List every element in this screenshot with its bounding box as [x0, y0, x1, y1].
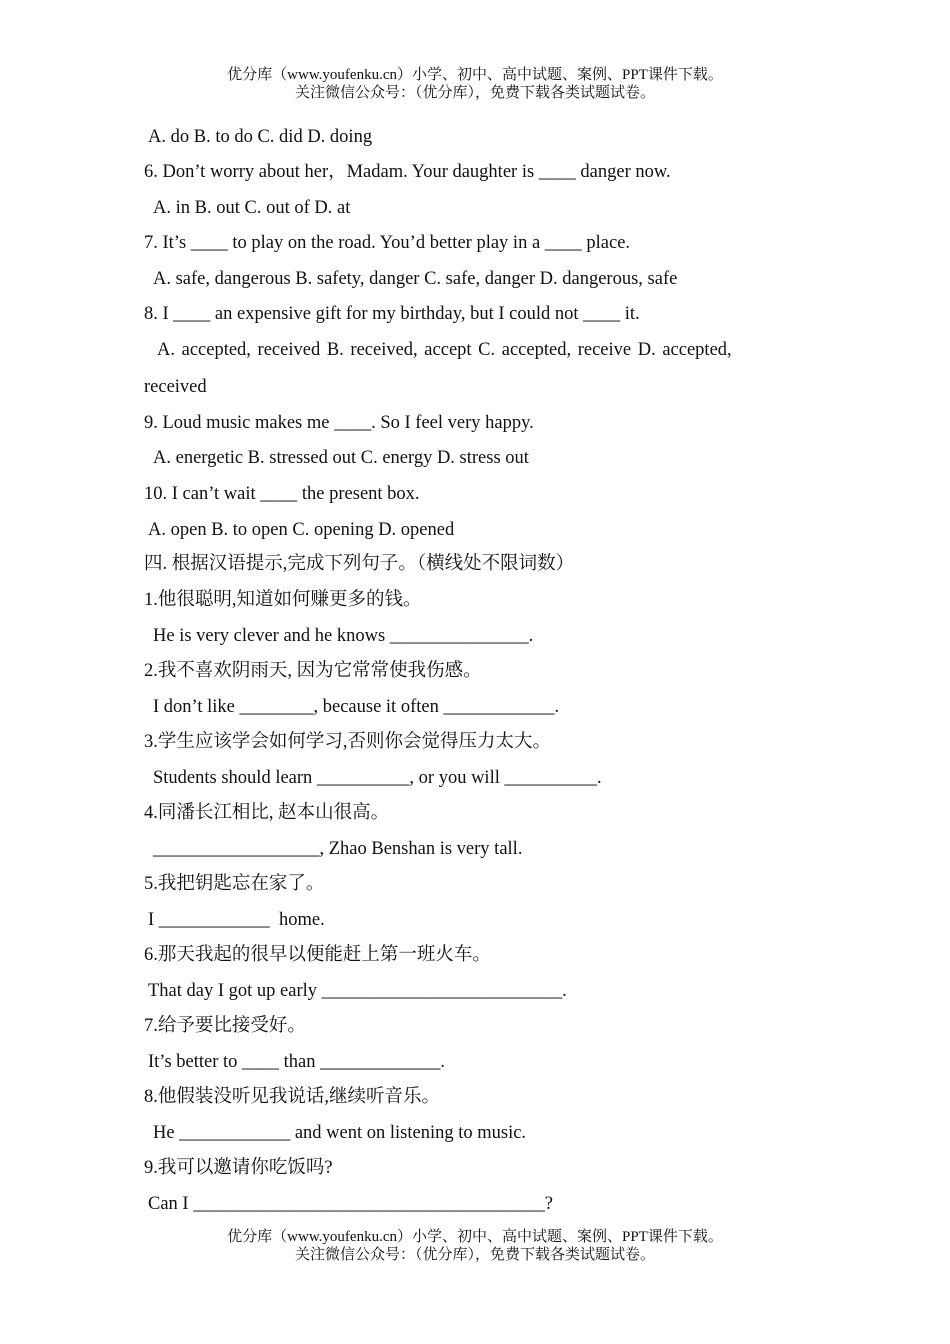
item8-chinese: 8.他假装没听见我说话,继续听音乐。 [144, 1087, 441, 1107]
item6-chinese: 6.那天我起的很早以便能赶上第一班火车。 [144, 945, 491, 965]
item3-chinese: 3.学生应该学会如何学习,否则你会觉得压力太大。 [144, 732, 552, 752]
item5-chinese: 5.我把钥匙忘在家了。 [144, 874, 325, 894]
q5-options: A. do B. to do C. did D. doing [148, 127, 373, 147]
item8-english: He ____________ and went on listening to music. [153, 1123, 527, 1143]
q6-options: A. in B. out C. out of D. at [153, 198, 351, 218]
item9-english: Can I ______________________________________? [148, 1194, 553, 1214]
item7-chinese: 7.给予要比接受好。 [144, 1016, 306, 1036]
item9-chinese: 9.我可以邀请你吃饭吗? [144, 1158, 333, 1178]
page-footer [0, 1228, 950, 1264]
item4-english: __________________, Zhao Benshan is very tall. [153, 839, 523, 859]
q6-question: 6. Don’t worry about her，Madam. Your daughter is ____ danger now. [144, 162, 671, 182]
footer-line-1: 优分库（www.youfenku.cn）小学、初中、高中试题、案例、PPT课件下载。 [227, 1229, 723, 1245]
item7-english: It’s better to ____ than _____________. [148, 1052, 445, 1072]
item2-chinese: 2.我不喜欢阴雨天, 因为它常常使我伤感。 [144, 661, 482, 681]
item3-english: Students should learn __________, or you will __________. [153, 768, 602, 788]
item1-chinese: 1.他很聪明,知道如何赚更多的钱。 [144, 590, 422, 610]
q10-options: A. open B. to open C. opening D. opened [148, 520, 455, 540]
item1-english: He is very clever and he knows _______________. [153, 626, 534, 646]
q10-question: 10. I can’t wait ____ the present box. [144, 484, 420, 504]
q7-options: A. safe, dangerous B. safety, danger C. safe, danger D. dangerous, safe [153, 269, 678, 289]
item6-english: That day I got up early __________________________. [148, 981, 567, 1001]
q8-options-wrap: received [144, 377, 207, 397]
page-header [0, 66, 950, 102]
q8-options: A. accepted, received B. received, accept C. accepted, receive D. accepted, [157, 340, 732, 360]
header-line-2: 关注微信公众号：（优分库），免费下载各类试题试卷。 [294, 85, 655, 101]
footer-line-2: 关注微信公众号：（优分库），免费下载各类试题试卷。 [294, 1247, 655, 1263]
q9-options: A. energetic B. stressed out C. energy D. stress out [153, 448, 529, 468]
section-four-heading: 四. 根据汉语提示,完成下列句子。（横线处不限词数） [144, 554, 575, 574]
q7-question: 7. It’s ____ to play on the road. You’d better play in a ____ place. [144, 233, 631, 253]
q8-question: 8. I ____ an expensive gift for my birthday, but I could not ____ it. [144, 304, 640, 324]
item5-english: I ____________ home. [148, 910, 325, 930]
header-line-1: 优分库（www.youfenku.cn）小学、初中、高中试题、案例、PPT课件下载。 [227, 67, 723, 83]
item2-english: I don’t like ________, because it often ____________. [153, 697, 560, 717]
q9-question: 9. Loud music makes me ____. So I feel very happy. [144, 413, 534, 433]
item4-chinese: 4.同潘长江相比, 赵本山很高。 [144, 803, 390, 823]
